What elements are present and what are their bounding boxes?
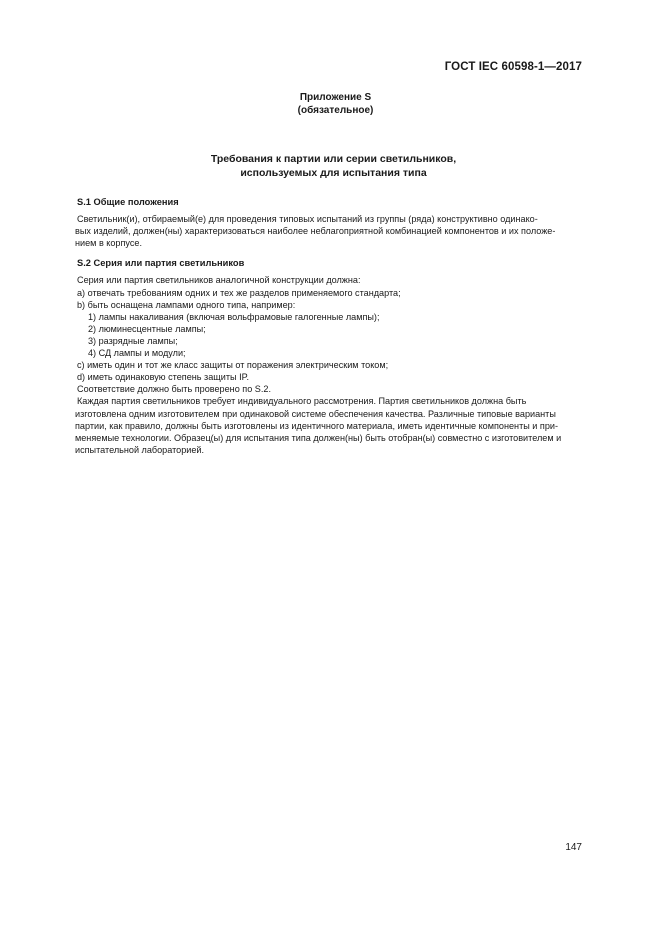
- sublist-item-2: 2) люминесцентные лампы;: [88, 323, 206, 334]
- section-1-heading: S.1 Общие положения: [77, 197, 179, 207]
- section-1-paragraph: [75, 213, 583, 249]
- annex-title-line-2: используемых для испытания типа: [240, 166, 427, 179]
- section-2-heading: S.2 Серия или партия светильников: [77, 258, 245, 269]
- annex-title-line-1: Требования к партии или серии светильников,: [210, 153, 457, 165]
- list-item-a: а) отвечать требованиям одних и тех же разделов применяемого стандарта;: [77, 287, 401, 298]
- page-number: 147: [565, 842, 582, 853]
- text-line: изготовлена одним изготовителем при одинаковой системе обеспечения качества. Различные типовые варианты: [75, 408, 556, 419]
- annex-status: (обязательное): [297, 105, 374, 116]
- list-item-b: b) быть оснащена лампами одного типа, например:: [77, 299, 296, 310]
- annex-title: [0, 153, 661, 180]
- list-item-d: d) иметь одинаковую степень защиты IP.: [77, 372, 250, 383]
- text-line: партии, как правило, должны быть изготовлены из идентичного материала, иметь идентичные компоненты и при-: [75, 420, 559, 431]
- annex-heading: [0, 91, 661, 117]
- annex-body: [75, 196, 583, 456]
- standard-designation: ГОСТ IEC 60598-1—2017: [444, 61, 582, 73]
- sublist-item-3: 3) разрядные лампы;: [88, 335, 178, 346]
- section-2-paragraph: [75, 395, 583, 455]
- text-line: Каждая партия светильников требует индивидуального рассмотрения. Партия светильников должна быть: [77, 396, 527, 407]
- text-line: испытательной лабораторией.: [75, 444, 205, 455]
- compliance-statement: Соответствие должно быть проверено по S.2.: [77, 384, 271, 395]
- sublist-item-4: 4) СД лампы и модули;: [88, 348, 186, 359]
- sublist-item-1: 1) лампы накаливания (включая вольфрамовые галогенные лампы);: [88, 311, 380, 322]
- section-2-intro: Серия или партия светильников аналогичной конструкции должна:: [77, 275, 361, 286]
- annex-label: Приложение S: [299, 92, 372, 103]
- text-line: Светильник(и), отбираемый(е) для проведения типовых испытаний из группы (ряда) конструктивно одинако-: [77, 214, 538, 225]
- list-item-c: с) иметь один и тот же класс защиты от поражения электрическим током;: [77, 360, 389, 371]
- text-line: меняемые технологии. Образец(ы) для испытания типа должен(ны) быть отобран(ы) совместно с изготовителем и: [75, 432, 562, 443]
- text-line: нием в корпусе.: [75, 238, 142, 249]
- text-line: вых изделий, должен(ны) характеризоваться наиболее неблагоприятной комбинацией компонентов и их положе-: [75, 226, 556, 237]
